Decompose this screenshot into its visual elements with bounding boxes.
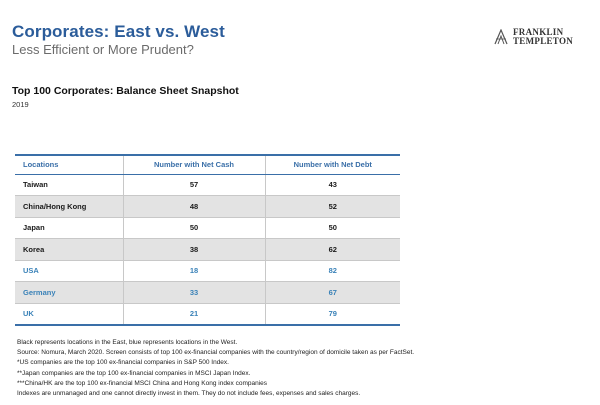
footnote-color-legend: Black represents locations in the East, blue represents locations in the West. [17,339,238,346]
cell-net-cash: 57 [123,174,265,196]
footnote-disclaimer: Indexes are unmanaged and one cannot directly invest in them. They do not include fees, expenses and sales charges. [17,390,361,398]
footnotes [17,338,587,399]
cell-net-debt: 43 [265,174,400,196]
cell-net-cash: 38 [123,239,265,261]
cell-location: China/Hong Kong [15,196,123,218]
cell-net-cash: 18 [123,260,265,282]
cell-location: USA [15,260,123,282]
table-row [15,282,400,304]
table-row [15,217,400,239]
franklin-templeton-logo-icon [494,29,508,45]
franklin-templeton-logo [494,28,586,46]
page-subtitle: Less Efficient or More Prudent? [12,42,194,57]
cell-net-cash: 48 [123,196,265,218]
cell-net-debt: 82 [265,260,400,282]
cell-location: Taiwan [15,174,123,196]
footnote-us: *US companies are the top 100 ex-financial companies in S&P 500 Index. [17,359,229,367]
footnote-china-hk: ***China/HK are the top 100 ex-financial MSCI China and Hong Kong index companies [17,379,268,387]
cell-location: Japan [15,217,123,239]
page-title: Corporates: East vs. West [12,22,225,41]
footnote-source: Source: Nomura, March 2020. Screen consists of top 100 ex-financial companies with the country/region of domicile taken as per FactSet. [17,349,415,357]
cell-net-cash: 21 [123,303,265,325]
cell-net-debt: 67 [265,282,400,304]
logo-line-templeton: TEMPLETON [513,36,574,46]
section-year: 2019 [12,100,29,109]
cell-net-cash: 33 [123,282,265,304]
section-title: Top 100 Corporates: Balance Sheet Snapshot [12,85,239,97]
table-row [15,303,400,325]
table-header-row [15,155,400,174]
header-net-debt: Number with Net Debt [265,155,400,174]
header-net-cash: Number with Net Cash [123,155,265,174]
table-row [15,239,400,261]
cell-net-debt: 50 [265,217,400,239]
cell-location: Germany [15,282,123,304]
table-row [15,196,400,218]
balance-sheet-table [15,154,400,326]
cell-net-debt: 62 [265,239,400,261]
cell-location: Korea [15,239,123,261]
cell-net-debt: 52 [265,196,400,218]
cell-location: UK [15,303,123,325]
logo-line-franklin: FRANKLIN [513,27,564,37]
table-row [15,260,400,282]
header-locations: Locations [15,155,123,174]
cell-net-debt: 79 [265,303,400,325]
footnote-japan: **Japan companies are the top 100 ex-financial companies in MSCI Japan Index. [17,369,251,377]
cell-net-cash: 50 [123,217,265,239]
table-row [15,174,400,196]
